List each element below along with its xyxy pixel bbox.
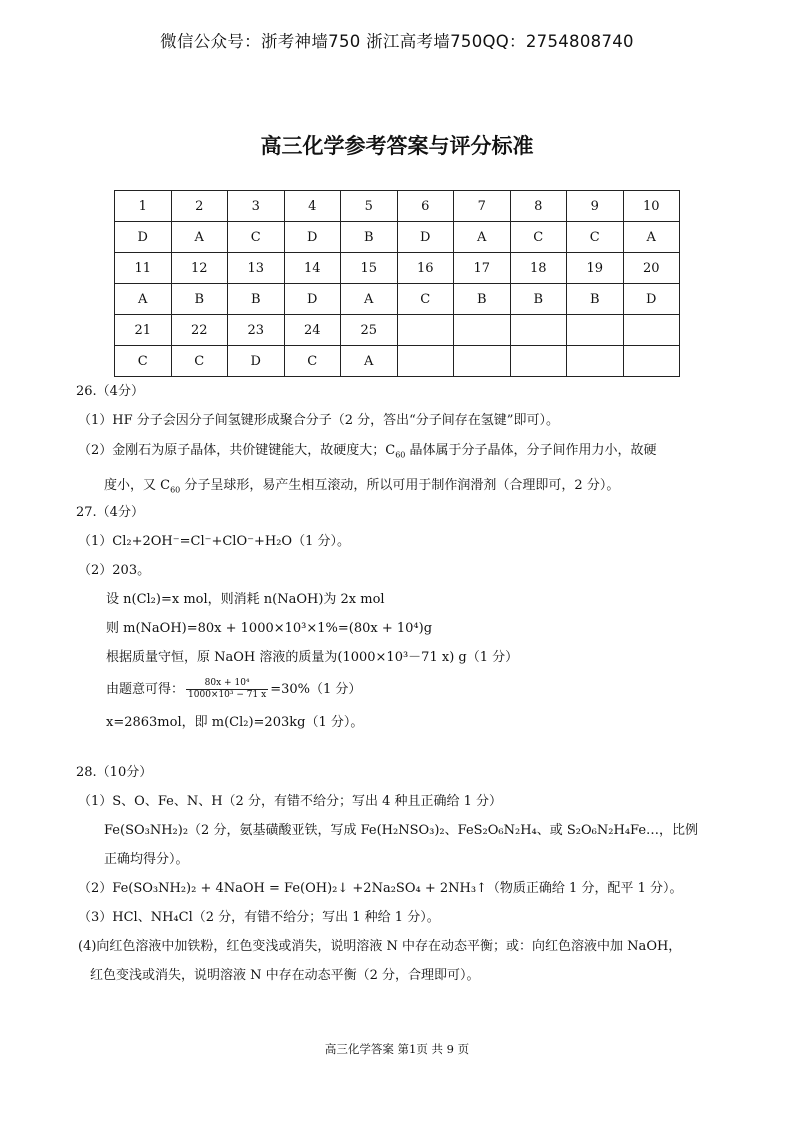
answer-table-cell: 18 xyxy=(510,253,567,284)
answer-table-cell: 8 xyxy=(510,191,567,222)
q26-heading: 26.（4分） xyxy=(76,384,144,399)
answer-table-cell: 17 xyxy=(454,253,511,284)
q28-part4-cont: 红色变浅或消失，说明溶液 N 中存在动态平衡（2 分，合理即可）。 xyxy=(90,968,480,983)
answer-table-cell: 16 xyxy=(397,253,454,284)
answer-table-cell: A xyxy=(341,346,398,377)
answer-table-row xyxy=(115,284,680,315)
answer-table-cell xyxy=(567,346,624,377)
answer-table-cell: 15 xyxy=(341,253,398,284)
answer-table-cell: 7 xyxy=(454,191,511,222)
answer-table-cell: 20 xyxy=(623,253,680,284)
page-header: 微信公众号：浙考神墙750 浙江高考墙750QQ：2754808740 xyxy=(160,32,634,51)
answer-table-cell: B xyxy=(171,284,228,315)
answer-table-cell: 6 xyxy=(397,191,454,222)
answer-table-cell: 25 xyxy=(341,315,398,346)
answer-table-cell: 19 xyxy=(567,253,624,284)
q27-section xyxy=(78,504,728,732)
answer-table-cell: B xyxy=(454,284,511,315)
answer-table-cell xyxy=(397,315,454,346)
answer-table-cell: D xyxy=(284,284,341,315)
answer-table-cell: 1 xyxy=(115,191,172,222)
q26-section xyxy=(78,383,728,499)
answer-table-row xyxy=(115,253,680,284)
q27-step3: 根据质量守恒，原 NaOH 溶液的质量为(1000×10³－71 x) g（1 分） xyxy=(106,650,519,665)
answer-table-cell: D xyxy=(397,222,454,253)
answer-table-cell: C xyxy=(115,346,172,377)
answer-table-cell xyxy=(454,346,511,377)
answer-table-cell: A xyxy=(341,284,398,315)
answer-table-cell xyxy=(454,315,511,346)
answer-table-cell: 23 xyxy=(228,315,285,346)
answer-table-cell: 2 xyxy=(171,191,228,222)
answer-table-cell xyxy=(510,346,567,377)
answer-table xyxy=(114,190,680,377)
answer-table-cell: C xyxy=(171,346,228,377)
answer-table-cell: C xyxy=(567,222,624,253)
answer-table-cell: C xyxy=(284,346,341,377)
q27-step2: 则 m(NaOH)=80x + 1000×10³×1%=(80x + 10⁴)g xyxy=(106,621,433,636)
answer-table-row xyxy=(115,191,680,222)
answer-table-row xyxy=(115,222,680,253)
answer-table-cell xyxy=(567,315,624,346)
q28-part1-detail: Fe(SO₃NH₂)₂（2 分，氨基磺酸亚铁，写成 Fe(H₂NSO₃)₂、FeS₂O₆N₂H₄、或 S₂O₆N₂H₄Fe…，比例 xyxy=(104,823,699,838)
answer-table-cell: D xyxy=(115,222,172,253)
answer-table-cell: A xyxy=(171,222,228,253)
q28-part1-detail-cont: 正确均得分）。 xyxy=(104,852,189,867)
page-footer: 高三化学答案 第1页 共 9 页 xyxy=(324,1042,470,1056)
answer-table-cell: C xyxy=(397,284,454,315)
q27-step1: 设 n(Cl₂)=x mol，则消耗 n(NaOH)为 2x mol xyxy=(106,592,385,607)
answer-table-cell: 22 xyxy=(171,315,228,346)
answer-table-cell: C xyxy=(228,222,285,253)
answer-table-cell: 14 xyxy=(284,253,341,284)
answer-table-cell: 12 xyxy=(171,253,228,284)
q28-heading: 28.（10分） xyxy=(76,765,153,780)
q26-part2: （2）金刚石为原子晶体，共价键键能大，故硬度大；$C_{60}$ 晶体属于分子晶体，分子间作用力小，故硬 xyxy=(78,443,657,460)
answer-table-cell: B xyxy=(228,284,285,315)
answer-table-cell: B xyxy=(567,284,624,315)
answer-table-cell: 3 xyxy=(228,191,285,222)
answer-table-cell: A xyxy=(623,222,680,253)
answer-table-cell: 9 xyxy=(567,191,624,222)
answer-table-cell: B xyxy=(341,222,398,253)
q27-step4: 由题意可得： $\frac{\text{80x + 10⁴}}{\text{1000×10³ − 71 x}}$ =30%（1 分） xyxy=(106,678,362,700)
q26-part2-cont: 度小，又 $C_{60}$ 分子呈球形，易产生相互滚动，所以可用于制作润滑剂（合理即可，2 分）。 xyxy=(104,477,620,495)
answer-table-cell: D xyxy=(284,222,341,253)
answer-table-cell: A xyxy=(115,284,172,315)
answer-table-cell xyxy=(623,346,680,377)
q27-step5: x=2863mol，即 m(Cl₂)=203kg（1 分）。 xyxy=(106,715,364,730)
answer-table-cell: 13 xyxy=(228,253,285,284)
answer-table-cell: D xyxy=(228,346,285,377)
q28-part4: (4)向红色溶液中加铁粉，红色变浅或消失，说明溶液 N 中存在动态平衡；或：向红色溶液中加 NaOH， xyxy=(78,939,682,954)
q28-part3: （3）HCl、NH₄Cl（2 分，有错不给分；写出 1 种给 1 分）。 xyxy=(78,910,440,925)
answer-table-cell: 5 xyxy=(341,191,398,222)
answer-table-cell: D xyxy=(623,284,680,315)
q27-part2: （2）203。 xyxy=(78,563,151,578)
answer-table-cell xyxy=(397,346,454,377)
q28-part1: （1）S、O、Fe、N、H（2 分，有错不给分；写出 4 种且正确给 1 分） xyxy=(78,794,503,809)
answer-table-row xyxy=(115,346,680,377)
answer-table-cell xyxy=(510,315,567,346)
q28-part2: （2）Fe(SO₃NH₂)₂ + 4NaOH = Fe(OH)₂↓ +2Na₂SO₄ + 2NH₃↑（物质正确给 1 分，配平 1 分）。 xyxy=(78,881,683,896)
answer-table-cell: B xyxy=(510,284,567,315)
answer-table-cell xyxy=(623,315,680,346)
answer-table-cell: C xyxy=(510,222,567,253)
answer-table-cell: 21 xyxy=(115,315,172,346)
answer-table-cell: 11 xyxy=(115,253,172,284)
answer-table-cell: 4 xyxy=(284,191,341,222)
page-title: 高三化学参考答案与评分标准 xyxy=(260,134,534,158)
answer-table-cell: 24 xyxy=(284,315,341,346)
q27-fraction: $\frac{\text{80x + 10⁴}}{\text{1000×10³ − 71 x}}$ xyxy=(188,678,267,700)
answer-table-cell: 10 xyxy=(623,191,680,222)
answer-table-row xyxy=(115,315,680,346)
q27-part1: （1）Cl₂+2OH⁻=Cl⁻+ClO⁻+H₂O（1 分）。 xyxy=(78,534,350,549)
q26-part1: （1）HF 分子会因分子间氢键形成聚合分子（2 分，答出“分子间存在氢键”即可）。 xyxy=(78,413,559,428)
answer-table-cell: A xyxy=(454,222,511,253)
q28-section xyxy=(78,764,728,985)
q27-heading: 27.（4分） xyxy=(76,505,144,520)
